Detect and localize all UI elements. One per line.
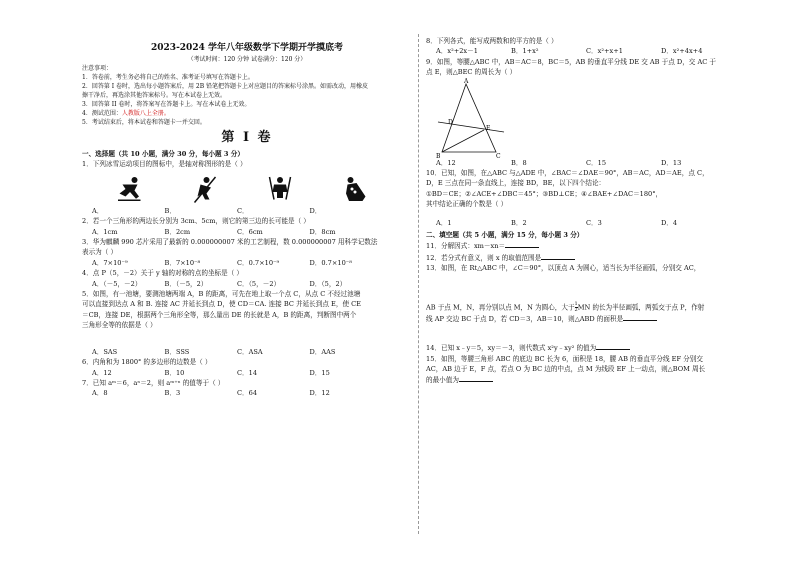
q15-text-cont xyxy=(426,374,766,385)
q10-text-cont: D，E 三点在同一条直线上，连接 BD，BE，以下四个结论： xyxy=(426,179,606,188)
option-c[interactable]: C．6cm xyxy=(237,227,263,236)
q8-options xyxy=(426,46,766,56)
option-d[interactable]: D．8cm xyxy=(309,227,336,236)
option-b[interactable]: B．SSS xyxy=(164,347,190,356)
q3-options xyxy=(82,258,412,268)
note-item: 2．回答第 I 卷时，选出每小题答案后，用 2B 铅笔把答题卡上对应题目的答案标号涂黑。如需改动，用橡皮 xyxy=(82,83,369,90)
q5-text-cont: 三角形全等的依据是（ ） xyxy=(82,321,157,330)
option-c[interactable]: C．64 xyxy=(237,389,258,398)
note-item: 5．考试结束后，将本试卷和答题卡一并交回。 xyxy=(82,119,206,126)
option-a[interactable]: A．7×10⁻⁹ xyxy=(92,258,128,267)
q14-label: 14．已知 x﹣y＝5，xy＝－3，则代数式 x²y﹣xy² 的值为 xyxy=(426,344,597,353)
triangle-diagram xyxy=(428,78,508,160)
vertex-a-label: A xyxy=(464,77,469,85)
option-d[interactable]: D．0.7×10⁻⁸ xyxy=(309,258,352,267)
snowboard-icon xyxy=(265,173,295,205)
option-a[interactable]: A． xyxy=(92,206,104,215)
option-c[interactable]: C．ASA xyxy=(237,347,263,356)
q2-options xyxy=(82,227,412,237)
q12-label: 12．若分式有意义，则 x 的取值范围是 xyxy=(426,253,542,262)
note-item xyxy=(82,109,412,118)
option-a[interactable]: A．1cm xyxy=(92,227,118,236)
option-b[interactable]: B． xyxy=(164,206,176,215)
option-a[interactable]: A．x²+2x－1 xyxy=(436,47,478,56)
option-a[interactable]: A．8 xyxy=(92,389,108,398)
option-d[interactable]: D．x²+4x+4 xyxy=(661,47,703,56)
q13-text: 13．如图，在 Rt△ABC 中，∠C＝90°，以顶点 A 为圆心，适当长为半径画弧，分别交 AC， xyxy=(426,264,701,273)
q1-icons xyxy=(82,170,412,206)
notes-heading: 注意事项： xyxy=(82,65,113,72)
q1-text: 1．下列冰雪运动项目的图标中，是轴对称图形的是（ ） xyxy=(82,160,247,169)
section-title: 第 I 卷 xyxy=(221,130,273,145)
part2-heading: 二、填空题（共 5 小题，满分 15 分，每小题 3 分） xyxy=(426,231,584,240)
q15-text: 15．如图，等腰三角形 ABC 的底边 BC 长为 6，面积是 18，腰 AB 的垂直平分线 EF 分别交 xyxy=(426,354,703,363)
q4-options xyxy=(82,279,412,289)
q8-text: 8．下列各式，能写成两数和的平方的是（ ） xyxy=(426,37,558,45)
skater-icon xyxy=(115,173,145,205)
q5-text: 5．如图，有一池塘，要测池塘两端 A，B 的距离，可先在地上取一个点 C，从点 C 不经过池塘 xyxy=(82,290,361,299)
column-divider xyxy=(418,34,419,534)
option-d[interactable]: D．15 xyxy=(309,368,330,377)
option-c[interactable]: C．3 xyxy=(586,218,602,227)
q13-spacer-2 xyxy=(426,324,766,342)
right-column xyxy=(426,36,766,386)
exam-title: 2023-2024 学年八年级数学下学期开学摸底考 xyxy=(151,43,343,53)
answer-blank[interactable] xyxy=(623,313,657,321)
q3-text-cont: 表示为（ ） xyxy=(82,248,118,257)
option-d[interactable]: D．12 xyxy=(309,389,330,398)
option-c[interactable]: C．0.7×10⁻⁹ xyxy=(237,258,280,267)
q9-text: 9．如图，等腰△ABC 中，AB＝AC＝8，BC＝5，AB 的垂直平分线 DE 交 AB 于点 D，交 AC 于 xyxy=(426,57,716,66)
option-d[interactable]: D． xyxy=(309,206,322,215)
q3-text: 3．华为麒麟 990 芯片采用了最新的 0.000000007 米的工艺制程，数 0.000000007 用科学记数法 xyxy=(82,238,378,247)
option-d[interactable]: D．AAS xyxy=(309,347,336,356)
option-b[interactable]: B．2 xyxy=(511,218,527,227)
q13-text-cont xyxy=(426,302,766,313)
q13-line2a: AB 于点 M，N，再分别以点 M，N 为圆心，大于 xyxy=(426,303,575,312)
fraction-numerator: 1 xyxy=(574,300,578,307)
left-column xyxy=(82,36,412,399)
option-c[interactable]: C． xyxy=(237,206,249,215)
option-c[interactable]: C．14 xyxy=(237,368,258,377)
option-c[interactable]: C．（5，－2） xyxy=(237,279,281,288)
q12-text xyxy=(426,252,766,263)
q10-options xyxy=(426,218,766,228)
q15-line3: 的最小值为 xyxy=(426,376,459,385)
q5-spacer xyxy=(82,331,412,347)
point-e-label: E xyxy=(486,124,491,132)
option-c[interactable]: C．15 xyxy=(586,158,607,167)
curling-icon xyxy=(340,173,370,205)
note-item: 3．回答第 II 卷时，将答案写在答题卡上。写在本试卷上无效。 xyxy=(82,101,251,108)
option-d[interactable]: D．4 xyxy=(661,218,678,227)
q5-options xyxy=(82,347,412,357)
option-c[interactable]: C．x²+x+1 xyxy=(586,47,623,56)
q10-text-cont: ①BD＝CE；②∠ACE+∠DBC＝45°；③BD⊥CE；④∠BAE+∠DAC＝180°， xyxy=(426,189,663,198)
q7-text: 7．已知 aᵐ＝6，aⁿ＝2，则 aᵐ⁺ⁿ 的值等于（ ） xyxy=(82,378,225,387)
note-range-value: 人教版八上全册。 xyxy=(121,110,170,117)
q13-spacer xyxy=(426,274,766,302)
q2-text: 2．若一个三角形的两边长分别为 3cm、5cm，则它的第三边的长可能是（ ） xyxy=(82,217,310,226)
part-heading: 一、选择题（共 10 小题，满分 30 分，每小题 3 分） xyxy=(82,150,244,158)
note-range-label: 4．测试范围： xyxy=(82,110,122,117)
exam-subtitle: （考试时间：120 分钟 试卷满分：120 分） xyxy=(187,56,307,63)
answer-blank[interactable] xyxy=(505,240,539,248)
option-a[interactable]: A．（－5，－2） xyxy=(92,279,142,288)
q10-spacer xyxy=(426,210,766,218)
q7-options xyxy=(82,388,412,398)
vertex-c-label: C xyxy=(496,152,501,160)
q10-text-cont: 其中结论正确的个数是（ ） xyxy=(426,200,508,209)
point-d-label: D xyxy=(448,118,453,126)
q10-text: 10．已知，如图，在△ABC 与△ADE 中，∠BAC＝∠DAE＝90°，AB＝AC，AD＝AE，点 C， xyxy=(426,169,709,178)
q5-text-cont: 可以直接到达点 A 和 B. 连接 AC 并延长到点 D，使 CD＝CA. 连接 BC 并延长到点 E，使 CE xyxy=(82,300,361,309)
option-b[interactable]: B．3 xyxy=(164,389,181,398)
notes xyxy=(82,64,412,127)
q13-text-cont xyxy=(426,313,766,324)
option-d[interactable]: D．（5，2） xyxy=(309,279,347,288)
option-b[interactable]: B．7×10⁻⁸ xyxy=(164,258,201,267)
option-b[interactable]: B．2cm xyxy=(164,227,191,236)
answer-blank[interactable] xyxy=(541,252,575,260)
answer-blank[interactable] xyxy=(596,342,630,350)
q13-line2b: MN 的长为半径画弧，两弧交于点 P，作射 xyxy=(577,303,705,312)
answer-blank[interactable] xyxy=(459,374,493,382)
option-b[interactable]: B．（－5，2） xyxy=(164,279,208,288)
q9-text-cont: 点 E，则△BEC 的周长为（ ） xyxy=(426,68,517,77)
q14-text xyxy=(426,342,766,353)
option-a[interactable]: A．12 xyxy=(92,368,112,377)
option-b[interactable]: B．1+x² xyxy=(511,47,539,56)
q5-text-cont: ＝CB，连接 DE，根据两个三角形全等，那么量出 DE 的长就是 A，B 的距离，判断图中两个 xyxy=(82,310,357,319)
q1-options xyxy=(82,206,412,216)
skier-icon xyxy=(190,173,220,205)
note-item: 1．答卷前，考生务必将自己的姓名、准考证号填写在答题卡上。 xyxy=(82,74,254,81)
option-b[interactable]: B．8 xyxy=(511,158,527,167)
q11-text xyxy=(426,240,766,251)
option-a[interactable]: A．SAS xyxy=(92,347,118,356)
q13-line3: 线 AP 交边 BC 于点 D，若 CD＝3，AB＝10，则△ABD 的面积是 xyxy=(426,314,624,323)
option-d[interactable]: D．13 xyxy=(661,158,682,167)
option-a[interactable]: A．1 xyxy=(436,218,452,227)
q9-figure xyxy=(428,78,766,158)
q6-text: 6．内角和为 1800° 的多边形的边数是（ ） xyxy=(82,358,212,367)
q4-text: 4．点 P（5，－2）关于 y 轴的对称的点的坐标是（ ） xyxy=(82,269,244,278)
q6-options xyxy=(82,368,412,378)
note-item: 擦干净后，再选涂其他答案标号。写在本试卷上无效。 xyxy=(82,92,227,99)
q15-text-cont: AC，AB 边于 E，F 点，若点 O 为 BC 边的中点，点 M 为线段 EF 上一动点，则△BOM 周长 xyxy=(426,364,706,373)
option-b[interactable]: B．10 xyxy=(164,368,185,377)
vertex-b-label: B xyxy=(436,152,441,160)
fraction-denominator: 2 xyxy=(574,306,578,313)
q11-label: 11．分解因式：xm－xn＝ xyxy=(426,242,506,251)
option-a[interactable]: A．12 xyxy=(436,158,456,167)
